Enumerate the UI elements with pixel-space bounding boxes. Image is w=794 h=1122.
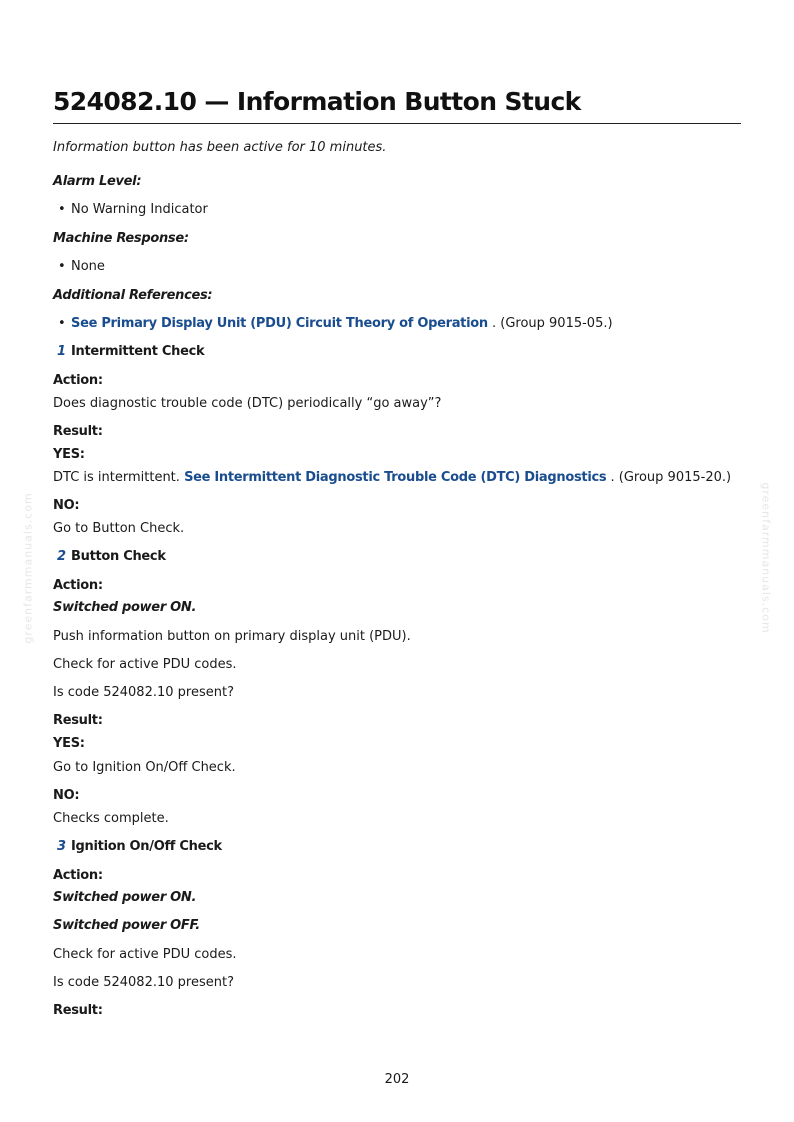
bullet-icon: • xyxy=(58,316,66,331)
bullet-icon: • xyxy=(58,202,66,217)
additional-references-label: Additional References: xyxy=(53,288,213,303)
step-1-no-text: Go to Button Check. xyxy=(53,521,185,536)
subtitle: Information button has been active for 10 minutes. xyxy=(53,140,387,155)
page xyxy=(53,86,741,1018)
step-3-line-1: Check for active PDU codes. xyxy=(53,947,237,962)
step-2-yes-label: YES: xyxy=(53,736,85,751)
page-title: 524082.10 — Information Button Stuck xyxy=(53,86,741,124)
intermittent-dtc-diagnostics-link[interactable]: See Intermittent Diagnostic Trouble Code (DTC) Diagnostics xyxy=(184,470,607,485)
step-2-line-2: Check for active PDU codes. xyxy=(53,657,237,672)
step-2-condition: Switched power ON. xyxy=(53,600,197,615)
page-number: 202 xyxy=(384,1072,410,1087)
step-1-action-text: Does diagnostic trouble code (DTC) periodically “go away”? xyxy=(53,396,442,411)
pdu-circuit-theory-link[interactable]: See Primary Display Unit (PDU) Circuit Theory of Operation xyxy=(71,316,488,331)
step-3-action-label: Action: xyxy=(53,868,103,883)
step-2-yes-text: Go to Ignition On/Off Check. xyxy=(53,760,236,775)
step-3-heading: 3 Ignition On/Off Check xyxy=(57,839,222,854)
step-2-no-label: NO: xyxy=(53,788,80,803)
machine-response-item: • None xyxy=(58,259,105,274)
step-2-result-label: Result: xyxy=(53,713,103,728)
additional-references-item: • See Primary Display Unit (PDU) Circuit Theory of Operation . (Group 9015-05.) xyxy=(58,316,613,331)
step-2-line-3: Is code 524082.10 present? xyxy=(53,685,234,700)
step-1-no-label: NO: xyxy=(53,498,80,513)
step-3-condition-1: Switched power ON. xyxy=(53,890,197,905)
step-1-yes-text: DTC is intermittent. See Intermittent Diagnostic Trouble Code (DTC) Diagnostics . (Group 9015-20.) xyxy=(53,470,732,485)
step-2-action-label: Action: xyxy=(53,578,103,593)
step-1-action-label: Action: xyxy=(53,373,103,388)
step-1-yes-label: YES: xyxy=(53,447,85,462)
step-3-line-2: Is code 524082.10 present? xyxy=(53,975,234,990)
watermark-left: greenfarmmanuals.com xyxy=(21,492,35,644)
bullet-icon: • xyxy=(58,259,66,274)
step-3-result-label: Result: xyxy=(53,1003,103,1018)
step-2-no-text: Checks complete. xyxy=(53,811,169,826)
step-2-line-1: Push information button on primary display unit (PDU). xyxy=(53,629,411,644)
step-1-heading: 1 Intermittent Check xyxy=(57,344,205,359)
step-3-condition-2: Switched power OFF. xyxy=(53,918,200,933)
step-1-result-label: Result: xyxy=(53,424,103,439)
step-2-heading: 2 Button Check xyxy=(57,549,166,564)
watermark-right: greenfarmmanuals.com xyxy=(759,482,773,634)
machine-response-label: Machine Response: xyxy=(53,231,189,246)
alarm-level-item: • No Warning Indicator xyxy=(58,202,208,217)
alarm-level-label: Alarm Level: xyxy=(53,174,142,189)
